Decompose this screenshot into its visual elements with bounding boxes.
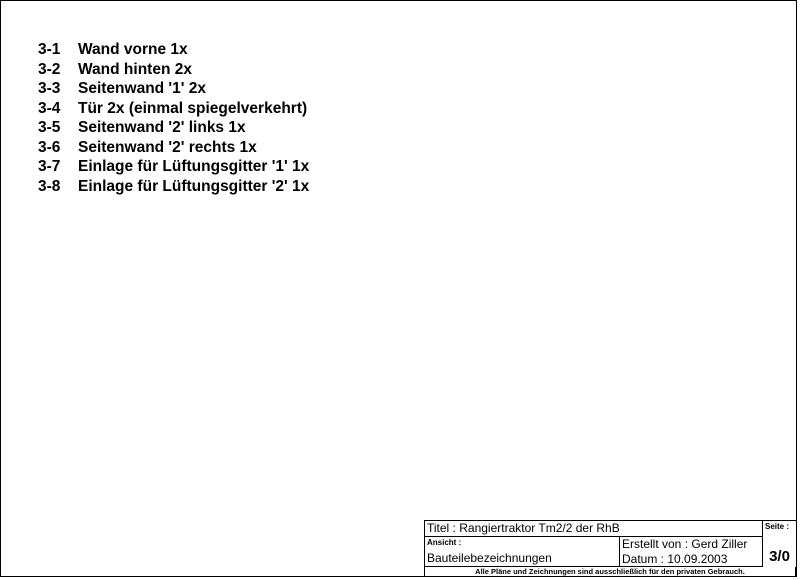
usage-notice: Alle Pläne und Zeichnungen sind ausschließlich für den privaten Gebrauch. (425, 567, 796, 576)
list-item (38, 60, 309, 80)
part-label: Seitenwand '2' rechts 1x (78, 138, 257, 156)
part-label: Wand hinten 2x (78, 60, 192, 78)
list-item (38, 157, 309, 177)
part-code: 3-3 (38, 80, 61, 97)
view-value: Bauteilebezeichnungen (427, 551, 552, 565)
list-item (38, 79, 309, 99)
part-label: Einlage für Lüftungsgitter '1' 1x (78, 158, 310, 175)
part-code: 3-8 (38, 177, 61, 195)
title-block (424, 520, 797, 577)
part-code: 3-2 (38, 60, 61, 78)
parts-list (38, 40, 309, 196)
part-code: 3-5 (38, 119, 61, 136)
list-item (38, 40, 309, 60)
list-item (38, 99, 309, 119)
page-label: Seite : (765, 522, 790, 531)
part-label: Seitenwand '2' links 1x (78, 119, 246, 136)
list-item (38, 118, 309, 138)
list-item (38, 138, 309, 158)
part-label: Wand vorne 1x (78, 41, 188, 58)
part-code: 3-7 (38, 158, 61, 175)
list-item (38, 177, 309, 197)
view-cell (425, 537, 620, 567)
author: Erstellt von : Gerd Ziller (620, 537, 763, 552)
part-label: Einlage für Lüftungsgitter '2' 1x (78, 177, 310, 195)
part-label: Tür 2x (einmal spiegelverkehrt) (78, 99, 308, 117)
part-code: 3-6 (38, 138, 61, 156)
part-code: 3-4 (38, 99, 61, 117)
part-label: Seitenwand '1' 2x (78, 80, 206, 97)
page-number: 3/0 (769, 548, 790, 565)
date: Datum : 10.09.2003 (620, 552, 763, 567)
drawing-title: Titel : Rangiertraktor Tm2/2 der RhB (425, 521, 763, 537)
view-label: Ansicht : (427, 538, 462, 547)
part-code: 3-1 (38, 41, 61, 58)
